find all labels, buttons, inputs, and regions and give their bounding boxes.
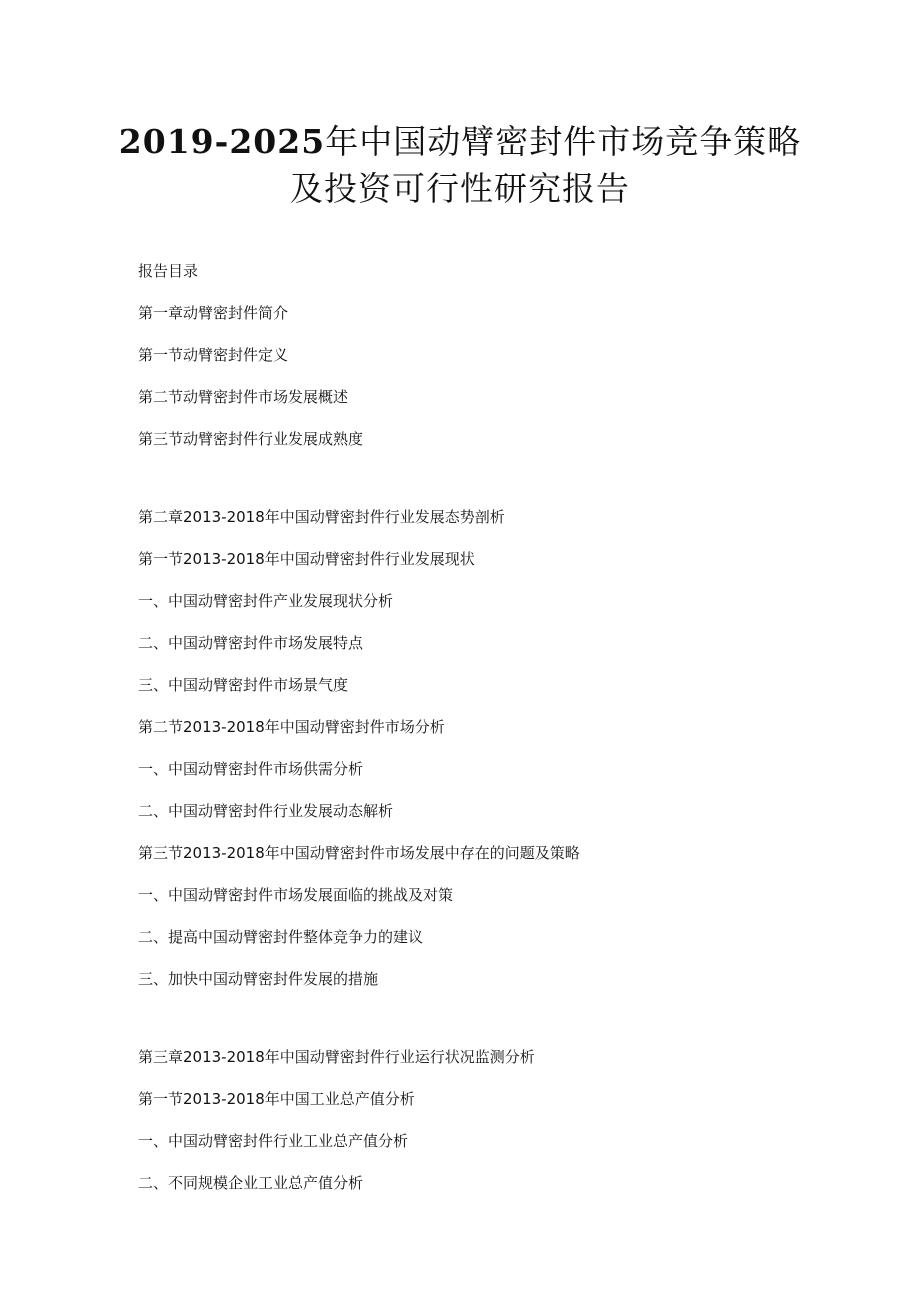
- toc-chapter: 第一章动臂密封件简介: [138, 304, 289, 322]
- toc-item: 二、中国动臂密封件行业发展动态解析: [138, 802, 394, 820]
- toc-item: 一、中国动臂密封件行业工业总产值分析: [138, 1132, 409, 1150]
- toc-section: 第二节2013-2018年中国动臂密封件市场分析: [138, 718, 445, 736]
- toc-section: 第三节动臂密封件行业发展成熟度: [138, 430, 364, 448]
- toc-heading: 报告目录: [138, 262, 199, 280]
- toc-item: 一、中国动臂密封件产业发展现状分析: [138, 592, 394, 610]
- toc-section: 第三节2013-2018年中国动臂密封件市场发展中存在的问题及策略: [138, 844, 580, 862]
- toc-item: 一、中国动臂密封件市场发展面临的挑战及对策: [138, 886, 454, 904]
- toc-item: 一、中国动臂密封件市场供需分析: [138, 760, 364, 778]
- toc-section: 第一节2013-2018年中国工业总产值分析: [138, 1090, 415, 1108]
- toc-chapter: 第二章2013-2018年中国动臂密封件行业发展态势剖析: [138, 508, 505, 526]
- report-title-line-1: [80, 116, 840, 163]
- toc-item: 三、中国动臂密封件市场景气度: [138, 676, 349, 694]
- toc-section: 第二节动臂密封件市场发展概述: [138, 388, 349, 406]
- toc-item: 二、提高中国动臂密封件整体竞争力的建议: [138, 928, 424, 946]
- toc-section: 第一节动臂密封件定义: [138, 346, 289, 364]
- toc-chapter: 第三章2013-2018年中国动臂密封件行业运行状况监测分析: [138, 1048, 535, 1066]
- report-title-year: 2019-2025: [118, 122, 326, 161]
- toc-item: 二、中国动臂密封件市场发展特点: [138, 634, 364, 652]
- toc-item: 三、加快中国动臂密封件发展的措施: [138, 970, 379, 988]
- toc-section: 第一节2013-2018年中国动臂密封件行业发展现状: [138, 550, 475, 568]
- table-of-contents: [138, 260, 838, 1214]
- toc-item: 二、不同规模企业工业总产值分析: [138, 1174, 364, 1192]
- report-title-text: 年中国动臂密封件市场竞争策略: [325, 122, 802, 161]
- report-title-line-2: 及投资可行性研究报告: [290, 169, 630, 208]
